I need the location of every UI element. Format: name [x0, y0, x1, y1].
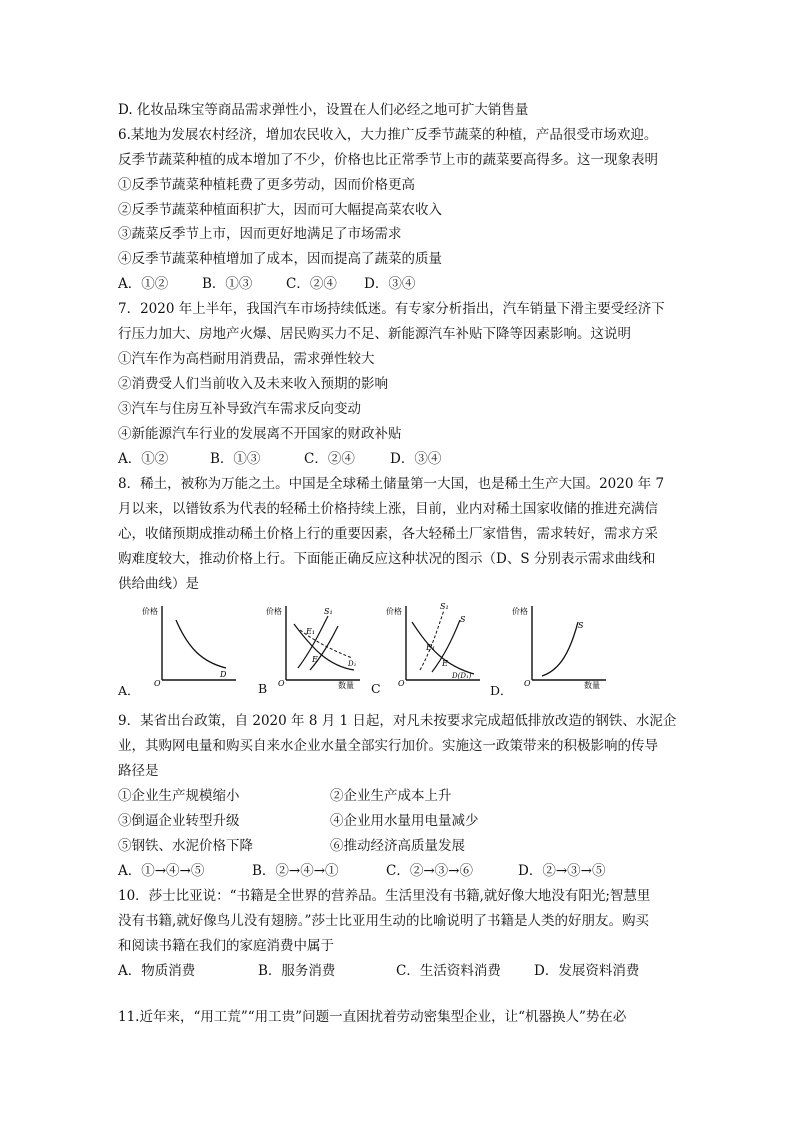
q8-b-d1-label: D₁: [348, 660, 357, 668]
q7-statement-4: ④新能源汽车行业的发展离不开国家的财政补贴: [118, 426, 402, 442]
q7-statement-1: ①汽车作为高档耐用消费品，需求弹性较大: [118, 351, 375, 367]
q8-graph-label-c[interactable]: C: [371, 681, 381, 696]
q10-option-d[interactable]: D．发展资料消费: [534, 963, 640, 979]
q8-stem-line-4: 购难度较大，推动价格上行。下面能正确反应这种状况的图示（D、S 分别表示需求曲线和: [118, 551, 656, 567]
q8-stem-line-2: 月以来，以镨钕系为代表的轻稀土价格持续上涨，目前，业内对稀土国家收储的推进充满信: [118, 501, 658, 517]
q8-d-quantity-label: 数量: [584, 681, 600, 690]
q10-option-b[interactable]: B．服务消费: [258, 963, 336, 979]
q6-statement-3: ③蔬菜反季节上市，因而更好地满足了市场需求: [118, 226, 402, 242]
q9-option-a[interactable]: A．①→④→⑤: [118, 863, 205, 879]
q6-option-d[interactable]: D．③④: [364, 276, 416, 292]
q8-graph-d[interactable]: [510, 600, 610, 690]
q11-stem-line-1: 11.近年来，“用工荒”“用工贵”问题一直困扰着劳动密集型企业，让“机器换人”势在必: [118, 1009, 627, 1025]
q7-statement-2: ②消费受人们当前收入及未来收入预期的影响: [118, 376, 388, 392]
q8-d-origin: O: [524, 679, 531, 688]
q9-statement-3: ③倒逼企业转型升级: [118, 813, 240, 829]
q6-stem-line-2: 反季节蔬菜种植的成本增加了不少，价格也比正常季节上市的蔬菜要高得多。这一现象表明: [118, 152, 658, 168]
q8-a-price-label: 价格: [142, 607, 158, 616]
q9-statement-5: ⑤钢铁、水泥价格下降: [118, 838, 253, 854]
q9-stem-line-2: 业，其购网电量和购买自来水企业水量全部实行加价。实施这一政策带来的积极影响的传导: [118, 738, 658, 754]
q8-b-origin: O: [278, 679, 285, 688]
q8-c-dd1-label: D(D₁): [452, 672, 472, 680]
q9-statement-1: ①企业生产规模缩小: [118, 788, 240, 804]
q8-c-e1-label: E₁: [426, 643, 436, 652]
q8-graph-c[interactable]: [384, 600, 484, 690]
q8-a-d-label: D: [220, 670, 227, 679]
q8-a-origin: O: [154, 679, 161, 688]
q6-option-a[interactable]: A．①②: [118, 276, 169, 292]
q10-stem-line-2: 没有书籍,就好像鸟儿没有翅膀。”莎士比亚用生动的比喻说明了书籍是人类的好朋友。购买: [118, 913, 649, 929]
q8-b-e-label: E: [312, 655, 318, 664]
q8-graph-label-d[interactable]: D．: [490, 683, 513, 698]
q8-c-e-label: E: [442, 659, 448, 668]
q9-statement-4: ④企业用水量用电量减少: [330, 813, 479, 829]
q8-d-price-label: 价格: [512, 607, 528, 616]
q8-graph-b[interactable]: [264, 600, 364, 690]
q9-option-b[interactable]: B．②→④→①: [252, 863, 339, 879]
q7-option-b[interactable]: B．①③: [210, 451, 261, 467]
q8-c-s-label: S: [460, 615, 466, 624]
q8-d-s-label: S: [578, 621, 584, 630]
q9-stem-line-3: 路径是: [118, 763, 159, 779]
q8-c-s1-label: S₁: [440, 602, 449, 611]
q6-statement-4: ④反季节蔬菜种植增加了成本，因而提高了蔬菜的质量: [118, 251, 442, 267]
q6-statement-2: ②反季节蔬菜种植面积扩大，因而可大幅提高菜农收入: [118, 202, 442, 218]
q8-stem-line-3: 心，收储预期成推动稀土价格上行的重要因素，各大轻稀土厂家惜售，需求转好，需求方采: [118, 526, 658, 542]
q8-b-price-label: 价格: [266, 607, 282, 616]
q8-stem-line-5: 供给曲线）是: [118, 576, 199, 592]
q9-statement-2: ②企业生产成本上升: [330, 788, 452, 804]
q8-graph-label-a[interactable]: A．: [118, 683, 140, 698]
q10-option-c[interactable]: C．生活资料消费: [396, 963, 501, 979]
q9-statement-6: ⑥推动经济高质量发展: [330, 838, 465, 854]
q6-option-c[interactable]: C．②④: [286, 276, 337, 292]
q7-stem-line-2: 行压力加大、房地产火爆、居民购买力不足、新能源汽车补贴下降等因素影响。这说明: [118, 326, 631, 342]
q8-b-quantity-label: 数量: [338, 681, 354, 690]
q7-option-d[interactable]: D．③④: [390, 451, 442, 467]
q8-c-origin: O: [398, 679, 405, 688]
q9-stem-line-1: 9．某省出台政策，自 2020 年 8 月 1 日起，对凡未按要求完成超低排放改造的钢铁、水泥企: [118, 713, 677, 729]
q9-option-d[interactable]: D．②→③→⑤: [518, 863, 606, 879]
q8-graph-label-b[interactable]: B: [258, 681, 268, 696]
q6-option-b[interactable]: B．①③: [202, 276, 253, 292]
q6-stem-line-1: 6.某地为发展农村经济，增加农民收入，大力推广反季节蔬菜的种植，产品很受市场欢迎。: [118, 127, 658, 143]
q8-c-price-label: 价格: [386, 607, 402, 616]
q10-option-a[interactable]: A．物质消费: [118, 963, 196, 979]
q9-option-c[interactable]: C．②→③→⑥: [386, 863, 473, 879]
q10-stem-line-1: 10．莎士比亚说：“书籍是全世界的营养品。生活里没有书籍,就好像大地没有阳光;智慧里: [118, 888, 651, 904]
q7-option-c[interactable]: C．②④: [304, 451, 355, 467]
q7-stem-line-1: 7．2020 年上半年，我国汽车市场持续低迷。有专家分析指出，汽车销量下滑主要受经济下: [118, 301, 665, 317]
q6-statement-1: ①反季节蔬菜种植耗费了更多劳动，因而价格更高: [118, 177, 415, 193]
q8-b-s1-label: S₁: [324, 607, 333, 616]
q8-stem-line-1: 8．稀土，被称为万能之土。中国是全球稀土储量第一大国，也是稀土生产大国。2020 年 7: [118, 476, 665, 492]
q7-option-a[interactable]: A．①②: [118, 451, 169, 467]
q5-option-d: D. 化妆品珠宝等商品需求弹性小，设置在人们必经之地可扩大销售量: [118, 102, 529, 118]
q8-b-e1-label: E₁: [306, 627, 316, 636]
q10-stem-line-3: 和阅读书籍在我们的家庭消费中属于: [118, 938, 334, 954]
q8-graph-a[interactable]: [140, 600, 240, 690]
q7-statement-3: ③汽车与住房互补导致汽车需求反向变动: [118, 401, 361, 417]
